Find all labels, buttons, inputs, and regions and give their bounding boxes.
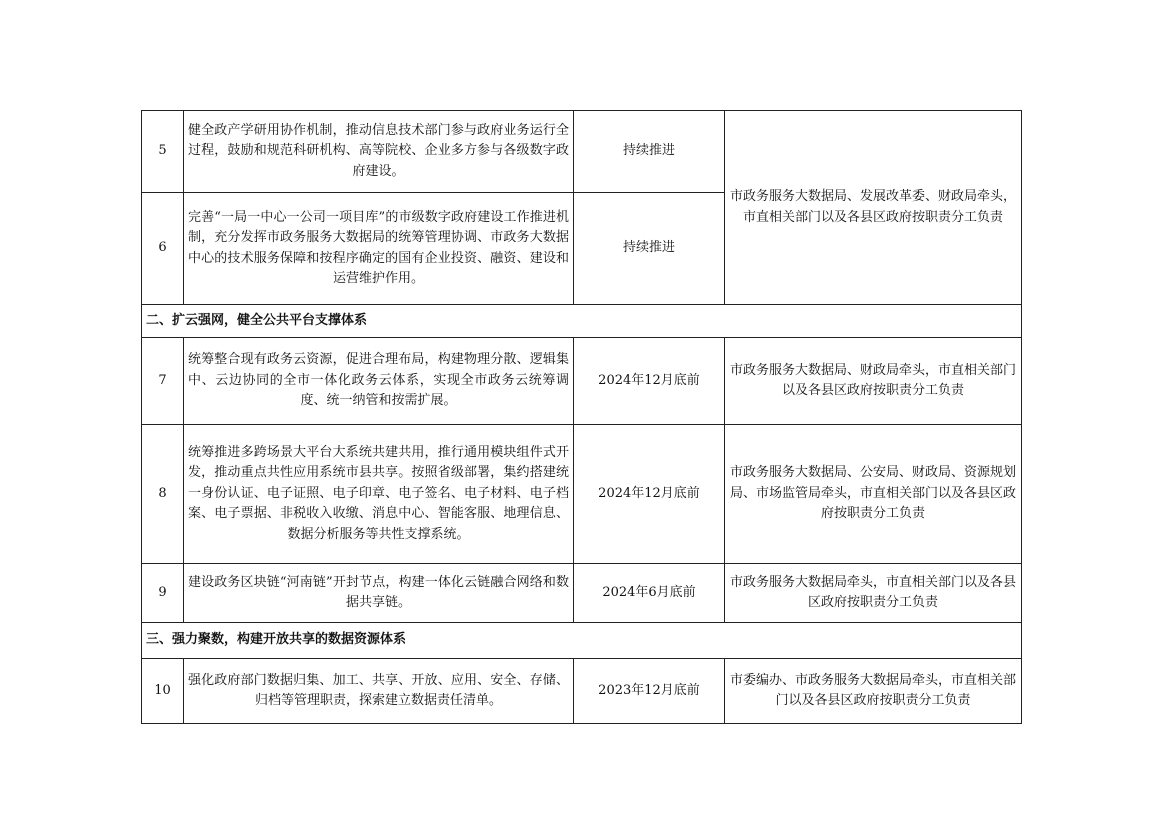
table-row bbox=[142, 659, 1022, 724]
task-description: 统筹整合现有政务云资源，促进合理布局，构建物理分散、逻辑集中、云边协同的全市一体化政务云体系，实现全市政务云统筹调度、统一纳管和按需扩展。 bbox=[184, 338, 574, 425]
responsible-units: 市政务服务大数据局、财政局牵头，市直相关部门以及各县区政府按职责分工负责 bbox=[725, 338, 1022, 425]
table-row bbox=[142, 425, 1022, 564]
deadline: 2023年12月底前 bbox=[574, 659, 725, 724]
responsible-units: 市政务服务大数据局、公安局、财政局、资源规划局、市场监管局牵头，市直相关部门以及各县区政府按职责分工负责 bbox=[725, 425, 1022, 564]
responsible-units: 市政务服务大数据局牵头，市直相关部门以及各县区政府按职责分工负责 bbox=[725, 564, 1022, 623]
row-number: 10 bbox=[142, 659, 184, 724]
table-row bbox=[142, 111, 1022, 193]
work-plan-table bbox=[141, 110, 1022, 724]
task-description: 强化政府部门数据归集、加工、共享、开放、应用、安全、存储、归档等管理职责，探索建立数据责任清单。 bbox=[184, 659, 574, 724]
section-heading: 三、强力聚数，构建开放共享的数据资源体系 bbox=[142, 623, 1022, 659]
responsible-units: 市委编办、市政务服务大数据局牵头，市直相关部门以及各县区政府按职责分工负责 bbox=[725, 659, 1022, 724]
table-row bbox=[142, 564, 1022, 623]
section-header-row bbox=[142, 623, 1022, 659]
task-description: 健全政产学研用协作机制，推动信息技术部门参与政府业务运行全过程，鼓励和规范科研机构、高等院校、企业多方参与各级数字政府建设。 bbox=[184, 111, 574, 193]
row-number: 6 bbox=[142, 193, 184, 305]
deadline: 持续推进 bbox=[574, 193, 725, 305]
deadline: 持续推进 bbox=[574, 111, 725, 193]
task-description: 统筹推进多跨场景大平台大系统共建共用，推行通用模块组件式开发，推动重点共性应用系统市县共享。按照省级部署，集约搭建统一身份认证、电子证照、电子印章、电子签名、电子材料、电子档案、电子票据、非税收入收缴、消息中心、智能客服、地理信息、数据分析服务等共性支撑系统。 bbox=[184, 425, 574, 564]
deadline: 2024年6月底前 bbox=[574, 564, 725, 623]
row-number: 7 bbox=[142, 338, 184, 425]
section-header-row bbox=[142, 305, 1022, 338]
responsible-units: 市政务服务大数据局、发展改革委、财政局牵头，市直相关部门以及各县区政府按职责分工负责 bbox=[725, 111, 1022, 305]
row-number: 8 bbox=[142, 425, 184, 564]
table-row bbox=[142, 338, 1022, 425]
row-number: 5 bbox=[142, 111, 184, 193]
task-description: 完善“一局一中心一公司一项目库”的市级数字政府建设工作推进机制，充分发挥市政务服务大数据局的统筹管理协调、市政务大数据中心的技术服务保障和按程序确定的国有企业投资、融资、建设和运营维护作用。 bbox=[184, 193, 574, 305]
deadline: 2024年12月底前 bbox=[574, 425, 725, 564]
row-number: 9 bbox=[142, 564, 184, 623]
task-description: 建设政务区块链“河南链”开封节点，构建一体化云链融合网络和数据共享链。 bbox=[184, 564, 574, 623]
section-heading: 二、扩云强网，健全公共平台支撑体系 bbox=[142, 305, 1022, 338]
deadline: 2024年12月底前 bbox=[574, 338, 725, 425]
